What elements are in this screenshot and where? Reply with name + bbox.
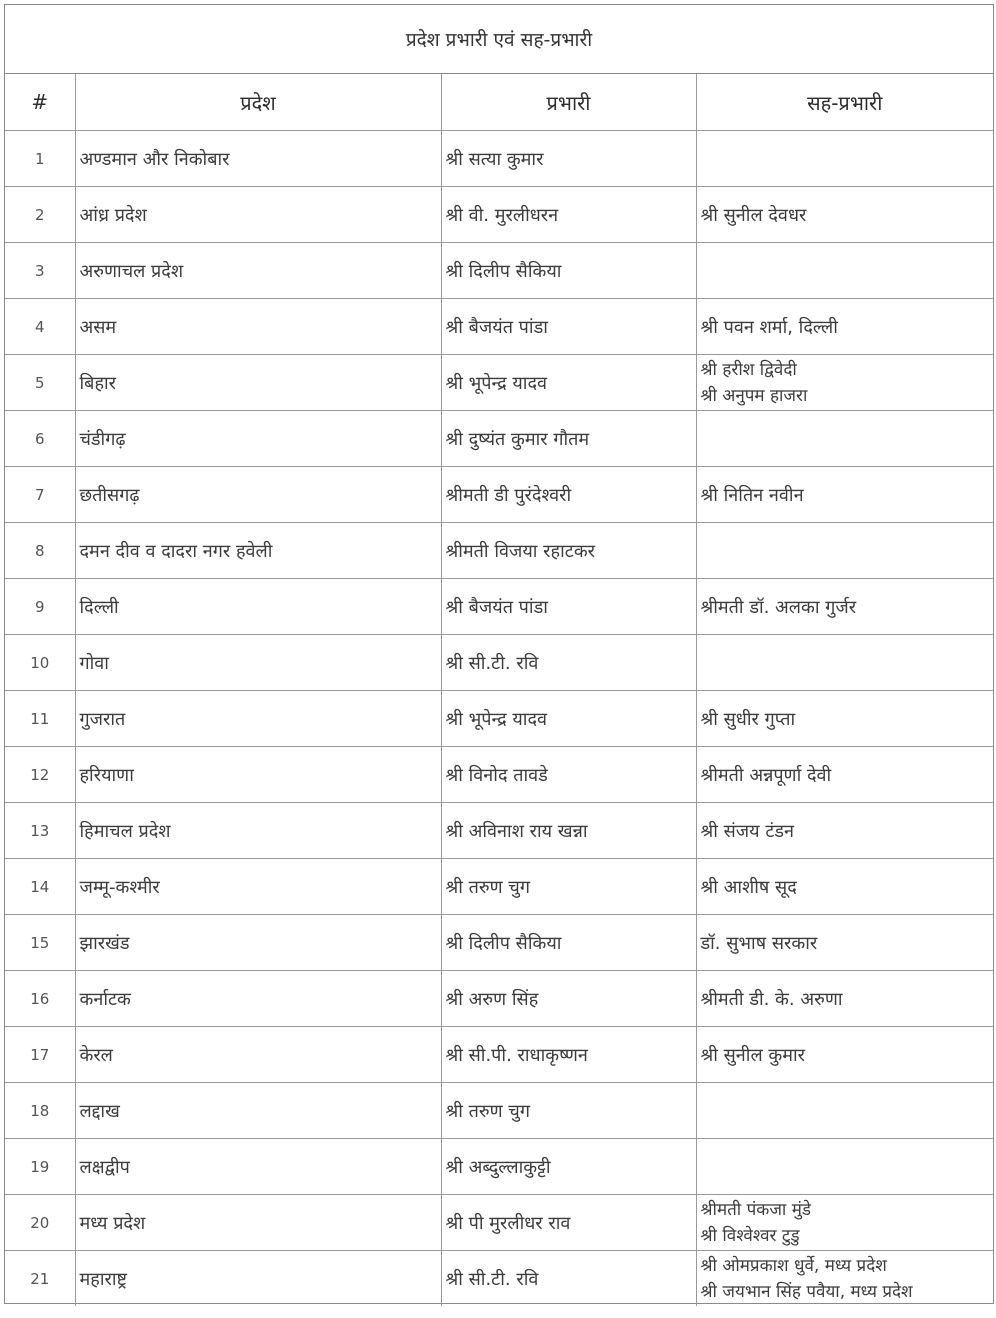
row-number: 2 <box>5 187 75 243</box>
co-incharge-cell <box>696 243 993 299</box>
co-incharge-name: श्रीमती पंकजा मुंडे <box>700 1199 811 1220</box>
table-row <box>5 1251 993 1307</box>
row-number: 10 <box>5 635 75 691</box>
state-name: केरल <box>75 1027 441 1083</box>
incharge-name: श्री पी मुरलीधर राव <box>441 1195 696 1251</box>
row-number: 9 <box>5 579 75 635</box>
state-name: लक्षद्वीप <box>75 1139 441 1195</box>
co-incharge-cell <box>696 523 993 579</box>
row-number: 6 <box>5 411 75 467</box>
row-number: 7 <box>5 467 75 523</box>
state-name: लद्दाख <box>75 1083 441 1139</box>
incharge-name: श्री सी.पी. राधाकृष्णन <box>441 1027 696 1083</box>
table-row <box>5 915 993 971</box>
table-row <box>5 579 993 635</box>
co-incharge-cell <box>696 1195 993 1251</box>
incharge-name: श्री अरुण सिंह <box>441 971 696 1027</box>
co-incharge-cell <box>696 299 993 355</box>
table-row <box>5 355 993 411</box>
table-body <box>5 131 993 1307</box>
co-incharge-cell <box>696 971 993 1027</box>
row-number: 15 <box>5 915 75 971</box>
incharge-name: श्री दिलीप सैकिया <box>441 243 696 299</box>
incharge-name: श्री तरुण चुग <box>441 1083 696 1139</box>
co-incharge-cell <box>696 1139 993 1195</box>
co-incharge-cell <box>696 131 993 187</box>
incharge-name: श्री दुष्यंत कुमार गौतम <box>441 411 696 467</box>
state-name: अरुणाचल प्रदेश <box>75 243 441 299</box>
co-incharge-name: श्री नितिन नवीन <box>700 484 804 506</box>
state-name: छतीसगढ़ <box>75 467 441 523</box>
state-name: असम <box>75 299 441 355</box>
table-row <box>5 299 993 355</box>
table-row <box>5 187 993 243</box>
co-incharge-name: श्री विश्वेश्वर टुडु <box>700 1225 800 1246</box>
table-row <box>5 411 993 467</box>
row-number: 8 <box>5 523 75 579</box>
incharge-table <box>5 74 993 1306</box>
co-incharge-cell <box>696 803 993 859</box>
state-name: मध्य प्रदेश <box>75 1195 441 1251</box>
co-incharge-cell <box>696 859 993 915</box>
table-row <box>5 523 993 579</box>
table-row <box>5 691 993 747</box>
co-incharge-cell <box>696 915 993 971</box>
co-incharge-cell <box>696 355 993 411</box>
co-incharge-cell <box>696 1251 993 1307</box>
row-number: 16 <box>5 971 75 1027</box>
document-title: प्रदेश प्रभारी एवं सह-प्रभारी <box>5 5 993 74</box>
row-number: 19 <box>5 1139 75 1195</box>
state-name: हरियाणा <box>75 747 441 803</box>
co-incharge-name: श्री हरीश द्विवेदी <box>700 359 797 380</box>
incharge-name: श्री भूपेन्द्र यादव <box>441 691 696 747</box>
co-incharge-cell <box>696 1083 993 1139</box>
state-name: दमन दीव व दादरा नगर हवेली <box>75 523 441 579</box>
table-row <box>5 131 993 187</box>
row-number: 11 <box>5 691 75 747</box>
incharge-name: श्री तरुण चुग <box>441 859 696 915</box>
co-incharge-name: श्री पवन शर्मा, दिल्ली <box>700 316 838 338</box>
table-row <box>5 1083 993 1139</box>
row-number: 12 <box>5 747 75 803</box>
incharge-name: श्री अविनाश राय खन्ना <box>441 803 696 859</box>
state-name: गुजरात <box>75 691 441 747</box>
header-incharge: प्रभारी <box>441 74 696 131</box>
incharge-name: श्री दिलीप सैकिया <box>441 915 696 971</box>
state-name: झारखंड <box>75 915 441 971</box>
co-incharge-name: श्री सुनील कुमार <box>700 1044 805 1066</box>
table-row <box>5 859 993 915</box>
state-name: कर्नाटक <box>75 971 441 1027</box>
co-incharge-name: श्री संजय टंडन <box>700 820 795 842</box>
co-incharge-cell <box>696 579 993 635</box>
co-incharge-name: श्री सुधीर गुप्ता <box>700 708 796 730</box>
co-incharge-name: श्रीमती अन्नपूर्णा देवी <box>700 764 832 786</box>
co-incharge-name: श्रीमती डी. के. अरुणा <box>700 988 843 1010</box>
table-row <box>5 467 993 523</box>
table-row <box>5 1027 993 1083</box>
incharge-name: श्री भूपेन्द्र यादव <box>441 355 696 411</box>
co-incharge-cell <box>696 635 993 691</box>
co-incharge-cell <box>696 411 993 467</box>
incharge-name: श्री विनोद तावडे <box>441 747 696 803</box>
row-number: 4 <box>5 299 75 355</box>
state-name: हिमाचल प्रदेश <box>75 803 441 859</box>
state-name: दिल्ली <box>75 579 441 635</box>
co-incharge-name: श्री आशीष सूद <box>700 876 797 898</box>
header-state: प्रदेश <box>75 74 441 131</box>
incharge-name: श्री सी.टी. रवि <box>441 635 696 691</box>
state-name: महाराष्ट्र <box>75 1251 441 1307</box>
table-row <box>5 803 993 859</box>
header-co-incharge: सह-प्रभारी <box>696 74 993 131</box>
incharge-name: श्रीमती डी पुरंदेश्वरी <box>441 467 696 523</box>
row-number: 13 <box>5 803 75 859</box>
table-row <box>5 747 993 803</box>
table-row <box>5 971 993 1027</box>
co-incharge-cell <box>696 1027 993 1083</box>
co-incharge-cell <box>696 187 993 243</box>
row-number: 1 <box>5 131 75 187</box>
state-name: अण्डमान और निकोबार <box>75 131 441 187</box>
document-table-container <box>4 4 994 1304</box>
incharge-name: श्री वी. मुरलीधरन <box>441 187 696 243</box>
row-number: 20 <box>5 1195 75 1251</box>
table-header-row <box>5 74 993 131</box>
state-name: बिहार <box>75 355 441 411</box>
co-incharge-cell <box>696 691 993 747</box>
incharge-name: श्री सत्या कुमार <box>441 131 696 187</box>
row-number: 5 <box>5 355 75 411</box>
incharge-name: श्री अब्दुल्लाकुट्टी <box>441 1139 696 1195</box>
co-incharge-name: श्रीमती डॉ. अलका गुर्जर <box>700 596 857 618</box>
incharge-name: श्री सी.टी. रवि <box>441 1251 696 1307</box>
state-name: चंडीगढ़ <box>75 411 441 467</box>
table-row <box>5 243 993 299</box>
co-incharge-name: श्री अनुपम हाजरा <box>700 385 808 406</box>
table-row <box>5 1139 993 1195</box>
co-incharge-name: श्री ओमप्रकाश धुर्वे, मध्य प्रदेश <box>700 1255 887 1276</box>
row-number: 18 <box>5 1083 75 1139</box>
state-name: गोवा <box>75 635 441 691</box>
co-incharge-cell <box>696 467 993 523</box>
incharge-name: श्री बैजयंत पांडा <box>441 299 696 355</box>
row-number: 3 <box>5 243 75 299</box>
row-number: 17 <box>5 1027 75 1083</box>
state-name: जम्मू-कश्मीर <box>75 859 441 915</box>
incharge-name: श्रीमती विजया रहाटकर <box>441 523 696 579</box>
table-row <box>5 1195 993 1251</box>
state-name: आंध्र प्रदेश <box>75 187 441 243</box>
incharge-name: श्री बैजयंत पांडा <box>441 579 696 635</box>
co-incharge-name: श्री सुनील देवधर <box>700 204 807 226</box>
co-incharge-cell <box>696 747 993 803</box>
table-row <box>5 635 993 691</box>
row-number: 21 <box>5 1251 75 1307</box>
co-incharge-name: डॉ. सुभाष सरकार <box>700 932 818 954</box>
co-incharge-name: श्री जयभान सिंह पवैया, मध्य प्रदेश <box>700 1281 913 1302</box>
header-number: # <box>5 74 75 131</box>
row-number: 14 <box>5 859 75 915</box>
